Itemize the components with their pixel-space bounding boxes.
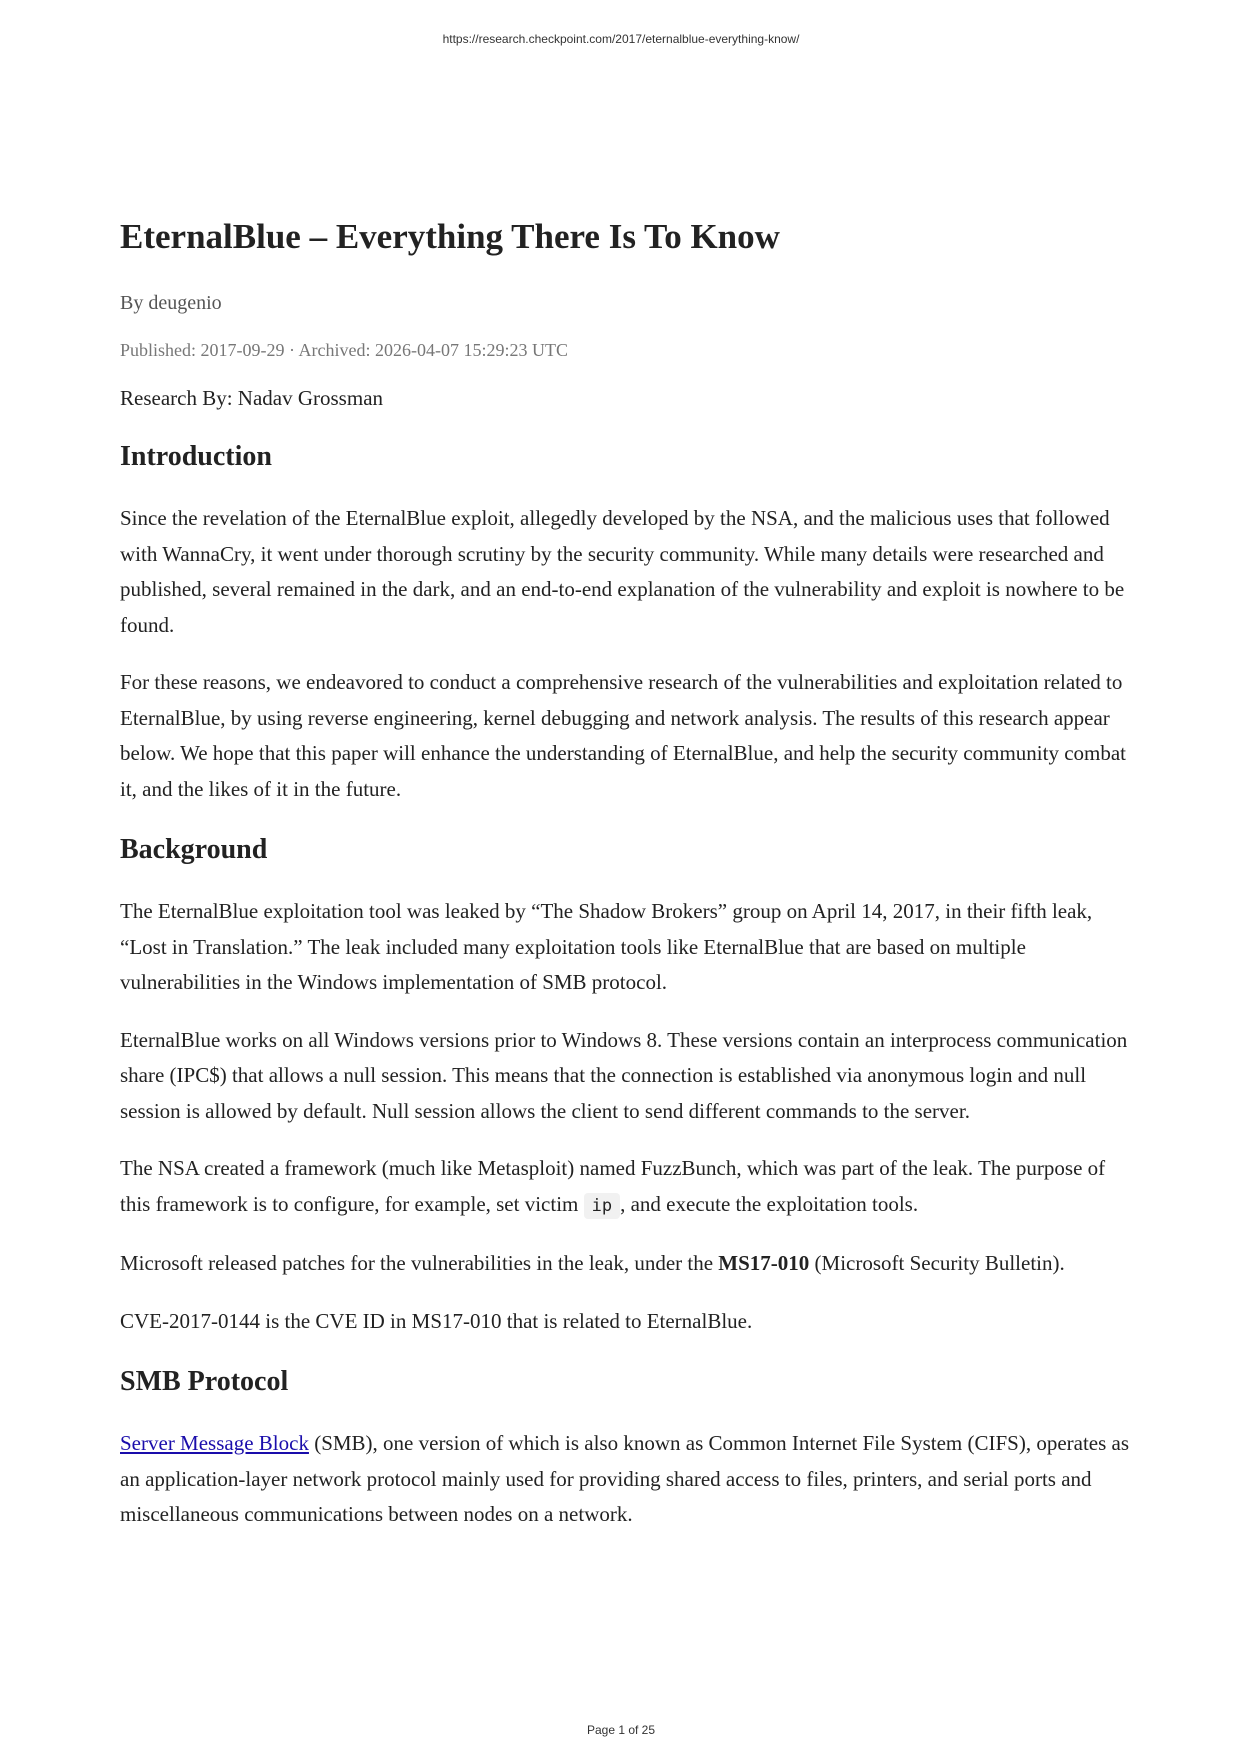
background-paragraph-2: EternalBlue works on all Windows versions prior to Windows 8. These versions contain an interprocess communication share (IPC$) that allows a null session. This means that the connection is established via anonymous login and null session is allowed by default. Null session allows the client to send different commands to the server. [120, 1027, 1128, 1123]
bulletin-id: MS17-010 [718, 1251, 810, 1275]
background-p4-text-end: (Microsoft Security Bulletin). [809, 1251, 1065, 1275]
source-url: https://research.checkpoint.com/2017/eternalblue-everything-know/ [442, 32, 800, 46]
article-title: EternalBlue – Everything There Is To Know [120, 217, 780, 256]
intro-paragraph-1: Since the revelation of the EternalBlue exploit, allegedly developed by the NSA, and the malicious uses that followed with WannaCry, it went under thorough scrutiny by the security community. While many details were researched and published, several remained in the dark, and an end-to-end explanation of the vulnerability and exploit is nowhere to be found. [120, 506, 1125, 637]
intro-paragraph-2: For these reasons, we endeavored to conduct a comprehensive research of the vulnerabilities and exploitation related to EternalBlue, by using reverse engineering, kernel debugging and network analysis. The results of this research appear below. We hope that this paper will enhance the understanding of EternalBlue, and help the security community combat it, and the likes of it in the future. [120, 670, 1127, 801]
background-paragraph-1: The EternalBlue exploitation tool was leaked by “The Shadow Brokers” group on April 14, 2017, in their fifth leak, “Lost in Translation.” The leak included many exploitation tools like EternalBlue that are based on multiple vulnerabilities in the Windows implementation of SMB protocol. [120, 899, 1093, 994]
page-number: Page 1 of 25 [586, 1723, 656, 1737]
inline-code-ip: ip [584, 1193, 620, 1219]
smb-wiki-link[interactable]: Server Message Block [120, 1431, 309, 1455]
research-by: Research By: Nadav Grossman [120, 386, 384, 410]
heading-smb-protocol: SMB Protocol [120, 1366, 289, 1397]
article [120, 210, 1132, 1533]
smb-p1-text: (SMB), one version of which is also known as Common Internet File System (CIFS), operates as an application-layer network protocol mainly used for providing shared access to files, printers, and serial ports and miscellaneous communications between nodes on a network. [120, 1431, 1130, 1526]
heading-introduction: Introduction [120, 441, 272, 472]
background-p3-text-end: , and execute the exploitation tools. [620, 1191, 919, 1216]
smb-paragraph-1 [120, 1426, 1132, 1533]
background-paragraph-5: CVE-2017-0144 is the CVE ID in MS17-010 that is related to EternalBlue. [120, 1308, 753, 1333]
heading-background: Background [120, 834, 268, 865]
background-p3-text-start: The NSA created a framework (much like Metasploit) named FuzzBunch, which was part of the leak. The purpose of this framework is to configure, for example, set victim [120, 1156, 1106, 1216]
background-p4-text-start: Microsoft released patches for the vulnerabilities in the leak, under the [120, 1251, 719, 1275]
background-paragraph-3 [120, 1151, 1132, 1224]
publish-meta: Published: 2017-09-29 · Archived: 2026-04-07 15:29:23 UTC [120, 340, 568, 360]
author-byline: By deugenio [120, 292, 222, 314]
background-paragraph-4 [120, 1246, 1132, 1282]
